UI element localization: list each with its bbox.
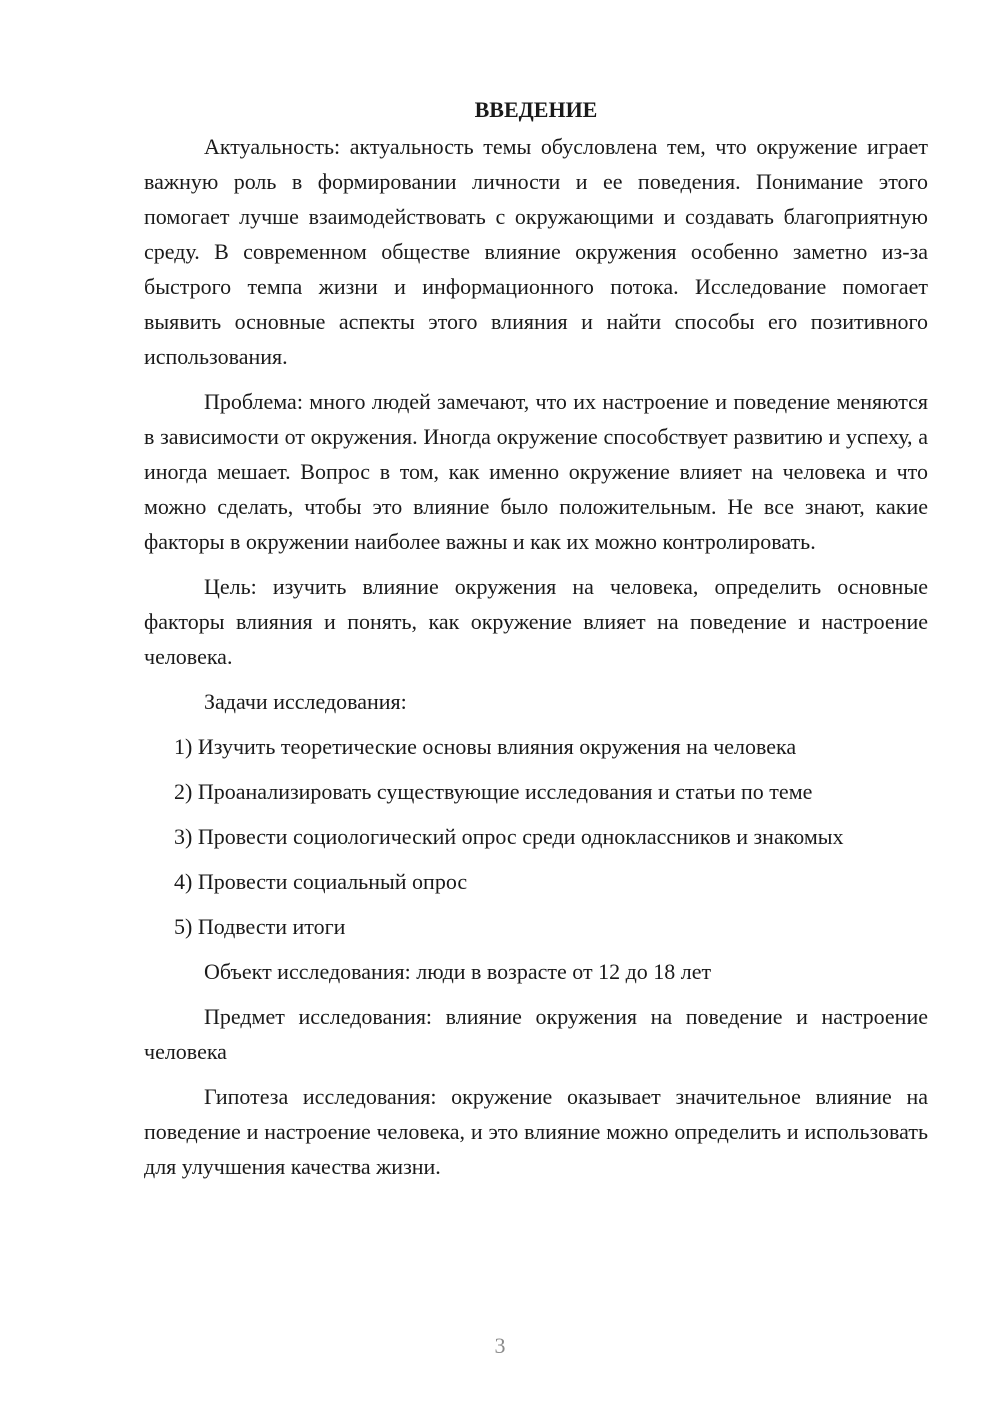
section-title: ВВЕДЕНИЕ (474, 97, 598, 122)
tasks-heading: Задачи исследования: (204, 689, 407, 714)
problem-paragraph: Проблема: много людей замечают, что их настроение и поведение меняются в зависимости от окружения. Иногда окружение способствует развитию и успеху, а иногда мешает. Вопрос в том, как именно окружение влияет на человека и что можно сделать, чтобы это влияние было положительным. Не все знают, какие факторы в окружении наиболее важны и как их можно контролировать. (144, 389, 928, 554)
hypothesis-paragraph: Гипотеза исследования: окружение оказывает значительное влияние на поведение и настроение человека, и это влияние можно определить и использовать для улучшения качества жизни. (144, 1084, 928, 1179)
relevance-paragraph: Актуальность: актуальность темы обусловлена тем, что окружение играет важную роль в формировании личности и ее поведения. Понимание этого помогает лучше взаимодействовать с окружающими и создавать благоприятную среду. В современном обществе влияние окружения особенно заметно из-за быстрого темпа жизни и информационного потока. Исследование помогает выявить основные аспекты этого влияния и найти способы его позитивного использования. (144, 134, 928, 369)
task-item-3: 3) Провести социологический опрос среди одноклассников и знакомых (174, 824, 844, 849)
object-paragraph: Объект исследования: люди в возрасте от 12 до 18 лет (204, 959, 712, 984)
task-item-2: 2) Проанализировать существующие исследования и статьи по теме (174, 779, 813, 804)
task-item-4: 4) Провести социальный опрос (174, 869, 468, 894)
goal-paragraph: Цель: изучить влияние окружения на человека, определить основные факторы влияния и понять, как окружение влияет на поведение и настроение человека. (144, 574, 928, 669)
task-item-5: 5) Подвести итоги (174, 914, 346, 939)
subject-paragraph: Предмет исследования: влияние окружения на поведение и настроение человека (144, 1004, 928, 1064)
document-page (144, 92, 928, 1184)
task-item-1: 1) Изучить теоретические основы влияния окружения на человека (174, 734, 797, 759)
page-number: 3 (494, 1333, 506, 1358)
